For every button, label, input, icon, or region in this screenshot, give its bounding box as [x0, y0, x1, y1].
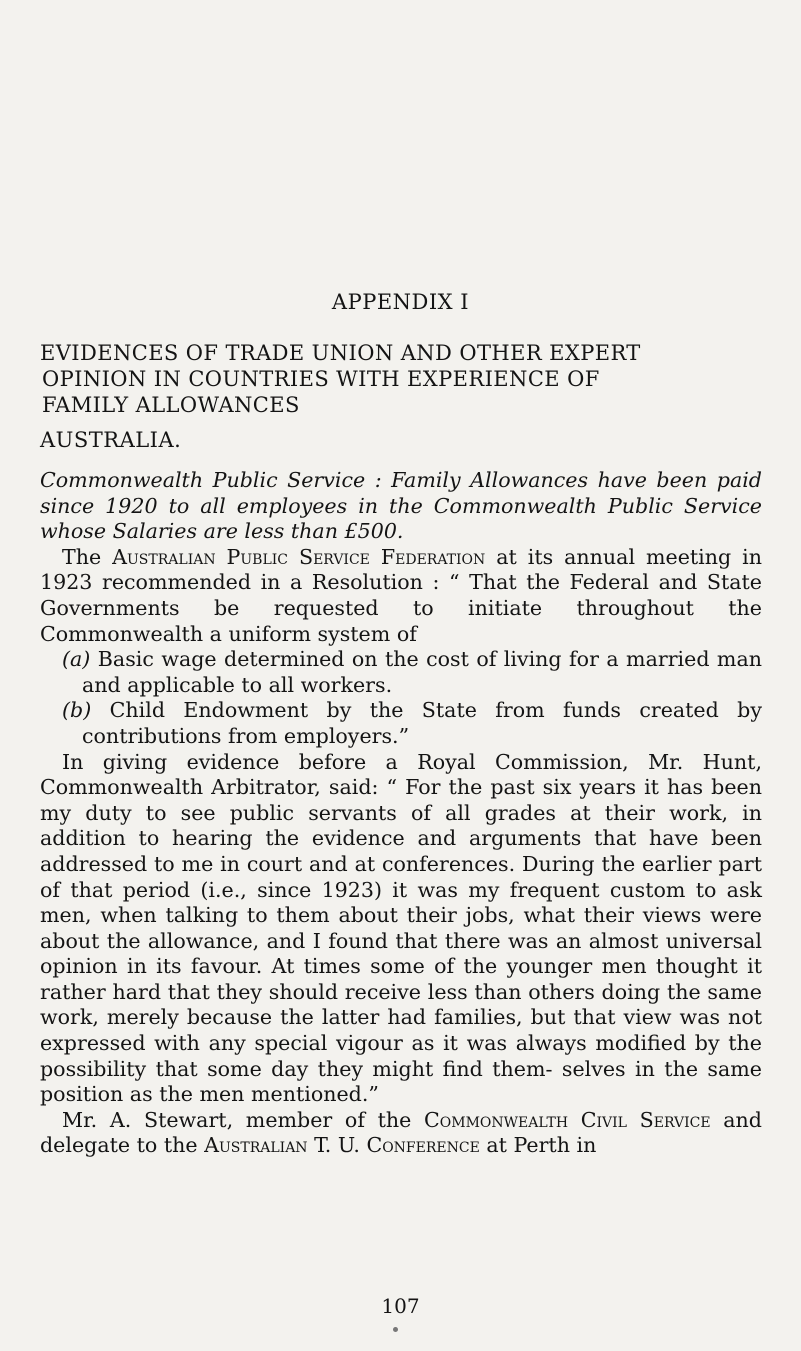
heading-line-2: OPINION IN COUNTRIES WITH EXPERIENCE OF: [42, 367, 600, 391]
section-heading: AUSTRALIA.: [40, 428, 182, 452]
ink-dot: [393, 1327, 398, 1332]
appendix-title: APPENDIX I: [331, 290, 470, 314]
page-number: 107: [381, 1294, 420, 1318]
document-heading: [40, 340, 762, 418]
federation-paragraph: [40, 545, 762, 647]
hunt-evidence-paragraph: In giving evidence before a Royal Commission, Mr. Hunt, Commonwealth Arbitrator, said: “ For the past six years it has been my duty to see public servants of all grades at their work, in addition to hearing the evidence and arguments that have been addressed to me in court and at conferences. During the earlier part of that period (i.e., since 1923) it was my frequent custom to ask men, when talking to them about their jobs, what their views were about the allowance, and I found that there was an almost universal opinion in its favour. At times some of the younger men thought it rather hard that they should receive less than others doing the same work, merely because the latter had families, but that view was not expressed with any special vigour as it was always modified by the possibility that some day they might find them- selves in the same position as the men mentioned.”: [40, 749, 762, 1107]
italic-summary-paragraph: Commonwealth Public Service : Family Allowances have been paid since 1920 to all employees in the Commonwealth Public Service whose Salaries are less than £500.: [40, 468, 762, 544]
federation-rest: at its annual meeting in 1923 recommended in a Resolution : “ That the Federal and State Governments be requested to initiate throughout the Commonwealth a uniform system of: [40, 544, 762, 646]
list-item-a-text: Basic wage determined on the cost of living for a married man and applicable to all workers.: [82, 647, 762, 697]
list-item-b: [40, 698, 762, 749]
civil-service-name: Commonwealth Civil Service: [424, 1107, 711, 1132]
list-item-a-label: (a): [62, 647, 91, 672]
stewart-paragraph: [40, 1108, 762, 1159]
list-item-b-text: Child Endowment by the State from funds created by contributions from employers.”: [82, 698, 762, 748]
heading-line-1: EVIDENCES OF TRADE UNION AND OTHER EXPERT: [40, 341, 641, 365]
list-item-a: [40, 647, 762, 698]
federation-lead: The: [62, 544, 113, 569]
federation-name: Australian Public Service Federation: [112, 544, 486, 569]
stewart-lead: Mr. A. Stewart, member of the: [62, 1107, 425, 1132]
stewart-rest: at Perth in: [479, 1133, 597, 1158]
heading-line-3: FAMILY ALLOWANCES: [42, 393, 300, 417]
stewart-mid: and delegate to the: [40, 1107, 762, 1158]
conference-name: Australian T. U. Conference: [204, 1133, 480, 1158]
body-text: [40, 468, 762, 1159]
list-item-b-label: (b): [62, 698, 92, 723]
